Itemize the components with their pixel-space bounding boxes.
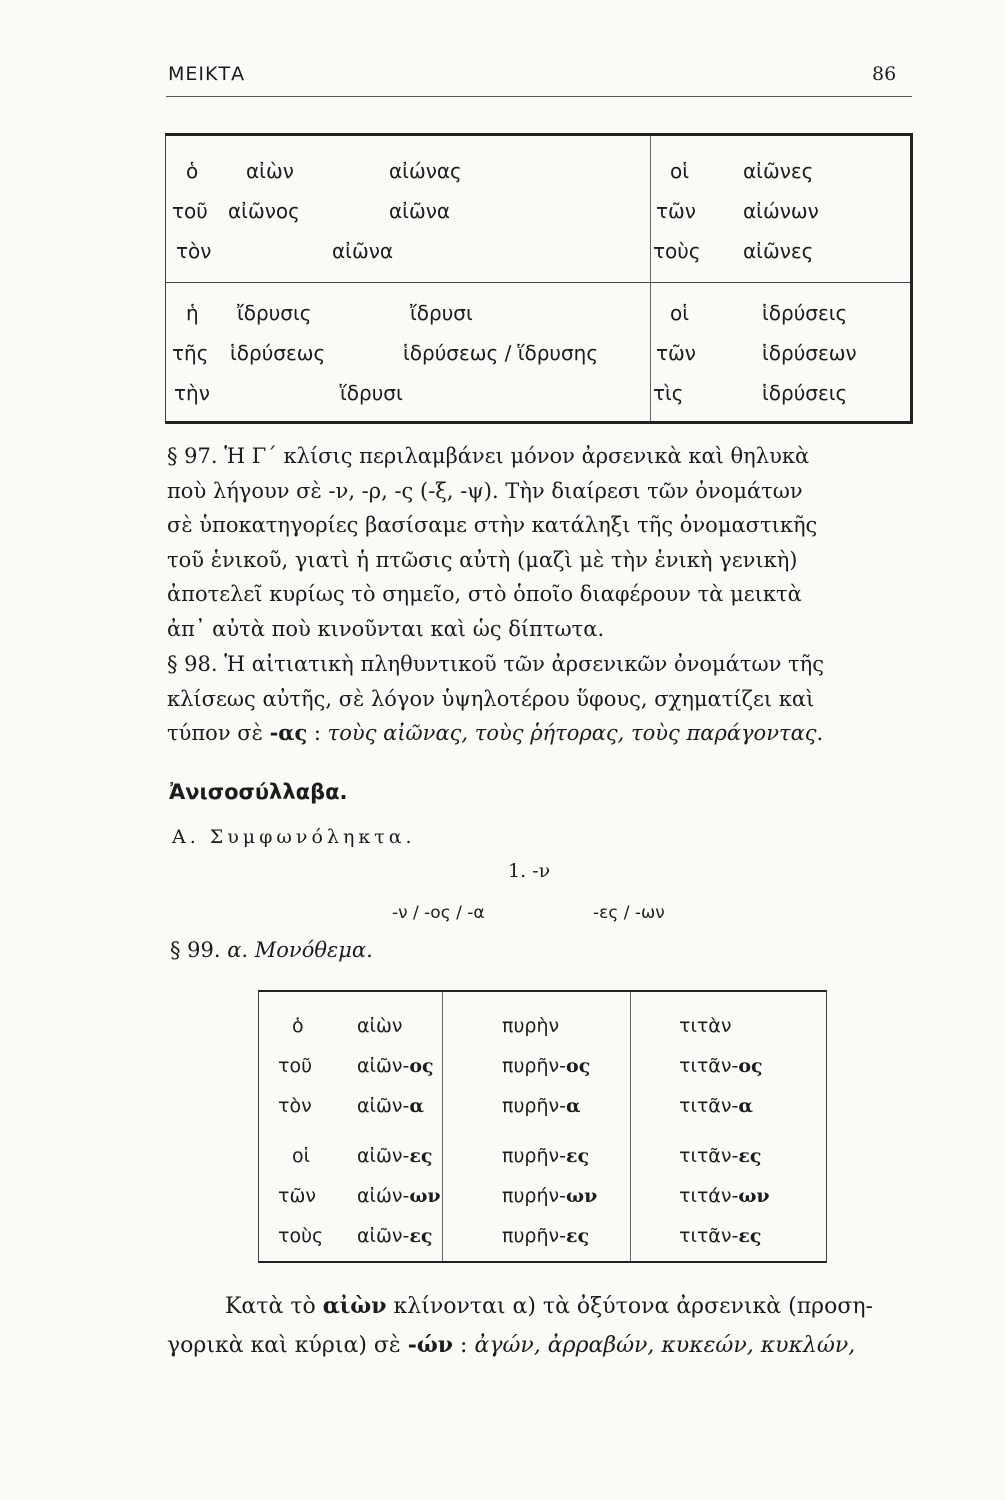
table-cell: τῶν (656, 341, 696, 365)
table-cell (502, 1055, 590, 1077)
header-rule (166, 96, 912, 97)
table-cell: οἱ (670, 159, 690, 183)
table-cell (679, 1145, 761, 1167)
paragraph-99-label (170, 938, 373, 962)
text-span: τύπον σὲ (167, 721, 270, 745)
text-span: : (307, 721, 328, 745)
table-cell: τοὺς (278, 1225, 324, 1247)
ending: ος (738, 1055, 763, 1077)
text-span: γορικὰ καὶ κύρια) σὲ (167, 1333, 408, 1358)
text-line: τοῦ ἑνικοῦ, γιατὶ ἡ πτῶσις αὐτὴ (μαζὶ μὲ τὴν ἑνικὴ γενικὴ) (167, 547, 798, 572)
table-cell: ὁ (186, 159, 199, 183)
stem: αἰών- (357, 1185, 410, 1207)
stem: πυρήν- (502, 1185, 567, 1207)
ending-bold: -ας (269, 720, 308, 745)
stem: αἰῶν- (357, 1225, 410, 1247)
table-cell: ὁ (292, 1015, 304, 1037)
table-cell (502, 1145, 589, 1167)
stem: πυρῆν- (502, 1055, 567, 1077)
table-cell: αἰῶνος (228, 199, 300, 223)
table-cell (679, 1095, 753, 1117)
text-span: α. Μονόθεμα. (227, 938, 373, 962)
table-cell: τῶν (656, 199, 696, 223)
text-line: ἀποτελεῖ κυρίως τὸ σημεῖο, στὸ ὁποῖο διαφέρουν τὰ μεικτὰ (167, 582, 802, 606)
table-cell: οἱ (670, 301, 690, 325)
stem: τιτᾶν- (679, 1145, 739, 1167)
table-cell: τοὺς (653, 239, 701, 263)
text-line: ποὺ λήγουν σὲ -ν, -ρ, -ς (-ξ, -ψ). Τὴν διαίρεσι τῶν ὀνομάτων (167, 478, 803, 503)
table-cell: τὴν (174, 381, 210, 405)
table-cell (679, 1055, 763, 1077)
ending: ες (409, 1145, 433, 1167)
table-cell: ἱδρύσεως (230, 341, 326, 365)
table-cell: τῆς (172, 341, 209, 365)
ending: α (566, 1095, 581, 1117)
stem: πυρῆν- (502, 1225, 567, 1247)
table-cell (357, 1095, 424, 1117)
examples-italic: τοὺς αἰῶνας, τοὺς ῥήτορας, τοὺς παράγοντας. (327, 721, 824, 745)
text-line (167, 716, 909, 751)
table-cell: οἱ (292, 1145, 311, 1167)
ending: ες (738, 1145, 762, 1167)
table-cell: αἰῶνα (332, 239, 394, 263)
table-cell: ἱδρύσεις (762, 381, 848, 405)
stem: τιτᾶν- (679, 1095, 739, 1117)
table-cell: τὸν (278, 1095, 312, 1117)
stem: πυρῆν- (502, 1095, 567, 1117)
running-head: ΜΕΙΚΤΑ (168, 63, 246, 85)
ending: ες (566, 1145, 590, 1167)
examples-italic: ἀγών, ἀρραβών, κυκεών, κυκλών, (474, 1333, 856, 1358)
table-cell: τὸν (176, 239, 212, 263)
ending: ος (566, 1055, 591, 1077)
text-span: Κατὰ τὸ (225, 1294, 323, 1319)
table-cell (502, 1185, 597, 1207)
table-cell (357, 1145, 432, 1167)
table-cell: αἰὼν (357, 1015, 403, 1037)
table-cell: ἵδρυσι (340, 381, 403, 405)
endings-singular: -ν / -ος / -α (392, 903, 485, 923)
sub-heading: Α. Συμφωνόληκτα. (172, 826, 416, 848)
table-divider (166, 282, 910, 283)
declension-table-1 (165, 133, 913, 424)
table-cell: ἱδρύσεως / ἵδρυσης (403, 341, 599, 365)
table-cell (679, 1225, 761, 1247)
table-cell (357, 1055, 434, 1077)
table-cell: τοῦ (278, 1055, 313, 1077)
text-line (167, 1287, 909, 1326)
table-cell: τὶς (653, 381, 684, 405)
table-cell: αἰῶνες (743, 159, 814, 183)
table-cell: αἰώνων (743, 199, 819, 223)
ending: ων (738, 1185, 770, 1207)
text-span: § 99. (170, 938, 228, 962)
text-span: : (453, 1333, 475, 1358)
paragraph-97 (167, 439, 909, 646)
section-heading: Ἀνισοσύλλαβα. (169, 780, 348, 804)
table-divider (650, 136, 651, 421)
table-cell (357, 1185, 441, 1207)
stem: αἰῶν- (357, 1095, 410, 1117)
stem: τιτᾶν- (679, 1225, 739, 1247)
table-cell: τοῦ (172, 199, 208, 223)
paragraph-98 (167, 647, 909, 751)
numbered-heading: 1. -ν (508, 860, 551, 882)
ending: ες (738, 1225, 762, 1247)
table-cell: ἴδρυσις (237, 301, 312, 325)
table-cell: τιτὰν (679, 1015, 732, 1037)
text-line: σὲ ὑποκατηγορίες βασίσαμε στὴν κατάληξι τῆς ὀνομαστικῆς (167, 513, 818, 537)
text-line: § 98. Ἡ αἰτιατικὴ πληθυντικοῦ τῶν ἀρσενικῶν ὀνομάτων τῆς (167, 652, 825, 676)
table-cell: αἰώνας (389, 159, 462, 183)
ending: ες (566, 1225, 590, 1247)
table-divider (442, 992, 443, 1261)
stem: τιτάν- (679, 1185, 739, 1207)
table-cell (679, 1185, 770, 1207)
ending: α (409, 1095, 424, 1117)
table-cell: ἡ (186, 301, 199, 325)
table-cell: ἱδρύσεων (762, 341, 857, 365)
table-cell: ἱδρύσεις (762, 301, 848, 325)
text-line: κλίσεως αὐτῆς, σὲ λόγον ὑψηλοτέρου ὕφους, σχηματίζει καὶ (167, 686, 815, 711)
table-cell (502, 1095, 581, 1117)
ending: ος (409, 1055, 434, 1077)
table-cell: ἴδρυσι (410, 301, 473, 325)
ending: ων (409, 1185, 441, 1207)
text-line: § 97. Ἡ Γ΄ κλίσις περιλαμβάνει μόνον ἀρσενικὰ καὶ θηλυκὰ (167, 444, 810, 468)
text-line (167, 1326, 909, 1365)
table-cell: τῶν (278, 1185, 316, 1207)
stem: αἰῶν- (357, 1055, 410, 1077)
text-line: ἀπ᾽ αὐτὰ ποὺ κινοῦνται καὶ ὡς δίπτωτα. (167, 616, 605, 641)
table-cell: πυρὴν (502, 1015, 560, 1037)
table-divider (630, 992, 631, 1261)
stem: τιτᾶν- (679, 1055, 739, 1077)
page-number: 86 (872, 63, 897, 85)
keyword-bold: αἰὼν (322, 1293, 387, 1319)
table-cell: αἰῶνες (743, 239, 814, 263)
ending: ων (566, 1185, 598, 1207)
declension-table-2 (258, 990, 827, 1263)
ending-bold: -ών (407, 1332, 454, 1358)
text-span: κλίνονται α) τὰ ὀξύτονα ἀρσενικὰ (προση- (386, 1294, 873, 1319)
ending: ες (409, 1225, 433, 1247)
stem: αἰῶν- (357, 1145, 410, 1167)
table-cell: αἰὼν (246, 159, 294, 183)
stem: πυρῆν- (502, 1145, 567, 1167)
table-cell: αἰῶνα (389, 199, 451, 223)
paragraph-final (167, 1287, 909, 1365)
table-cell (357, 1225, 432, 1247)
endings-plural: -ες / -ων (593, 903, 665, 923)
ending: α (738, 1095, 753, 1117)
table-cell (502, 1225, 589, 1247)
